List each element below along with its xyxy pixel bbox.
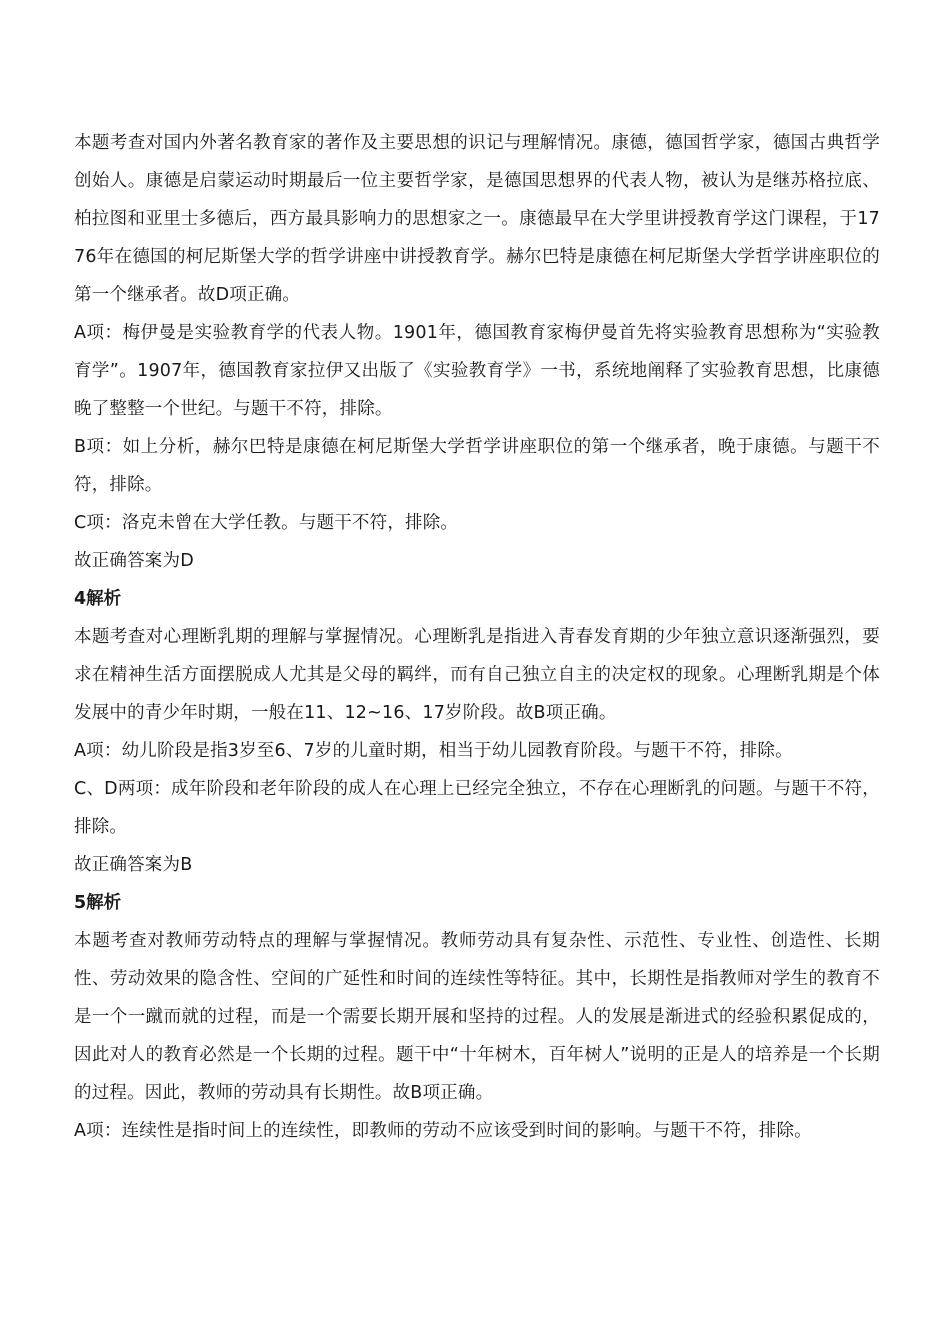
paragraph-q4-answer: 故正确答案为B	[74, 855, 193, 875]
heading-q4: 4解析	[74, 589, 122, 609]
paragraph-q4-analysis: 本题考查对心理断乳期的理解与掌握情况。心理断乳是指进入青春发育期的少年独立意识逐渐强烈，要求在精神生活方面摆脱成人尤其是父母的羁绊，而有自己独立自主的决定权的现象。心理断乳期是个体发展中的青少年时期，一般在11、12~16、17岁阶段。故B项正确。	[74, 627, 880, 723]
paragraph-q3-option-c: C项：洛克未曾在大学任教。与题干不符，排除。	[74, 513, 459, 533]
paragraph-q5-option-a: A项：连续性是指时间上的连续性，即教师的劳动不应该受到时间的影响。与题干不符，排除。	[74, 1121, 812, 1141]
heading-q5: 5解析	[74, 893, 122, 913]
paragraph-q3-option-b: B项：如上分析，赫尔巴特是康德在柯尼斯堡大学哲学讲座职位的第一个继承者，晚于康德。与题干不符，排除。	[74, 437, 880, 495]
paragraph-q3-option-a: A项：梅伊曼是实验教育学的代表人物。1901年，德国教育家梅伊曼首先将实验教育思想称为“实验教育学”。1907年，德国教育家拉伊又出版了《实验教育学》一书，系统地阐释了实验教育思想，比康德晚了整整一个世纪。与题干不符，排除。	[74, 323, 880, 419]
paragraph-q4-option-cd: C、D两项：成年阶段和老年阶段的成人在心理上已经完全独立，不存在心理断乳的问题。与题干不符，排除。	[74, 779, 880, 837]
paragraph-q3-analysis: 本题考查对国内外著名教育家的著作及主要思想的识记与理解情况。康德，德国哲学家，德国古典哲学创始人。康德是启蒙运动时期最后一位主要哲学家，是德国思想界的代表人物，被认为是继苏格拉底、柏拉图和亚里士多德后，西方最具影响力的思想家之一。康德最早在大学里讲授教育学这门课程，于1776年在德国的柯尼斯堡大学的哲学讲座中讲授教育学。赫尔巴特是康德在柯尼斯堡大学哲学讲座职位的第一个继承者。故D项正确。	[74, 133, 880, 305]
paragraph-q3-answer: 故正确答案为D	[74, 551, 194, 571]
paragraph-q5-analysis: 本题考查对教师劳动特点的理解与掌握情况。教师劳动具有复杂性、示范性、专业性、创造性、长期性、劳动效果的隐含性、空间的广延性和时间的连续性等特征。其中，长期性是指教师对学生的教育不是一个一蹴而就的过程，而是一个需要长期开展和坚持的过程。人的发展是渐进式的经验积累促成的，因此对人的教育必然是一个长期的过程。题干中“十年树木，百年树人”说明的正是人的培养是一个长期的过程。因此，教师的劳动具有长期性。故B项正确。	[74, 931, 880, 1103]
document-body	[74, 124, 880, 1150]
paragraph-q4-option-a: A项：幼儿阶段是指3岁至6、7岁的儿童时期，相当于幼儿园教育阶段。与题干不符，排除。	[74, 741, 793, 761]
